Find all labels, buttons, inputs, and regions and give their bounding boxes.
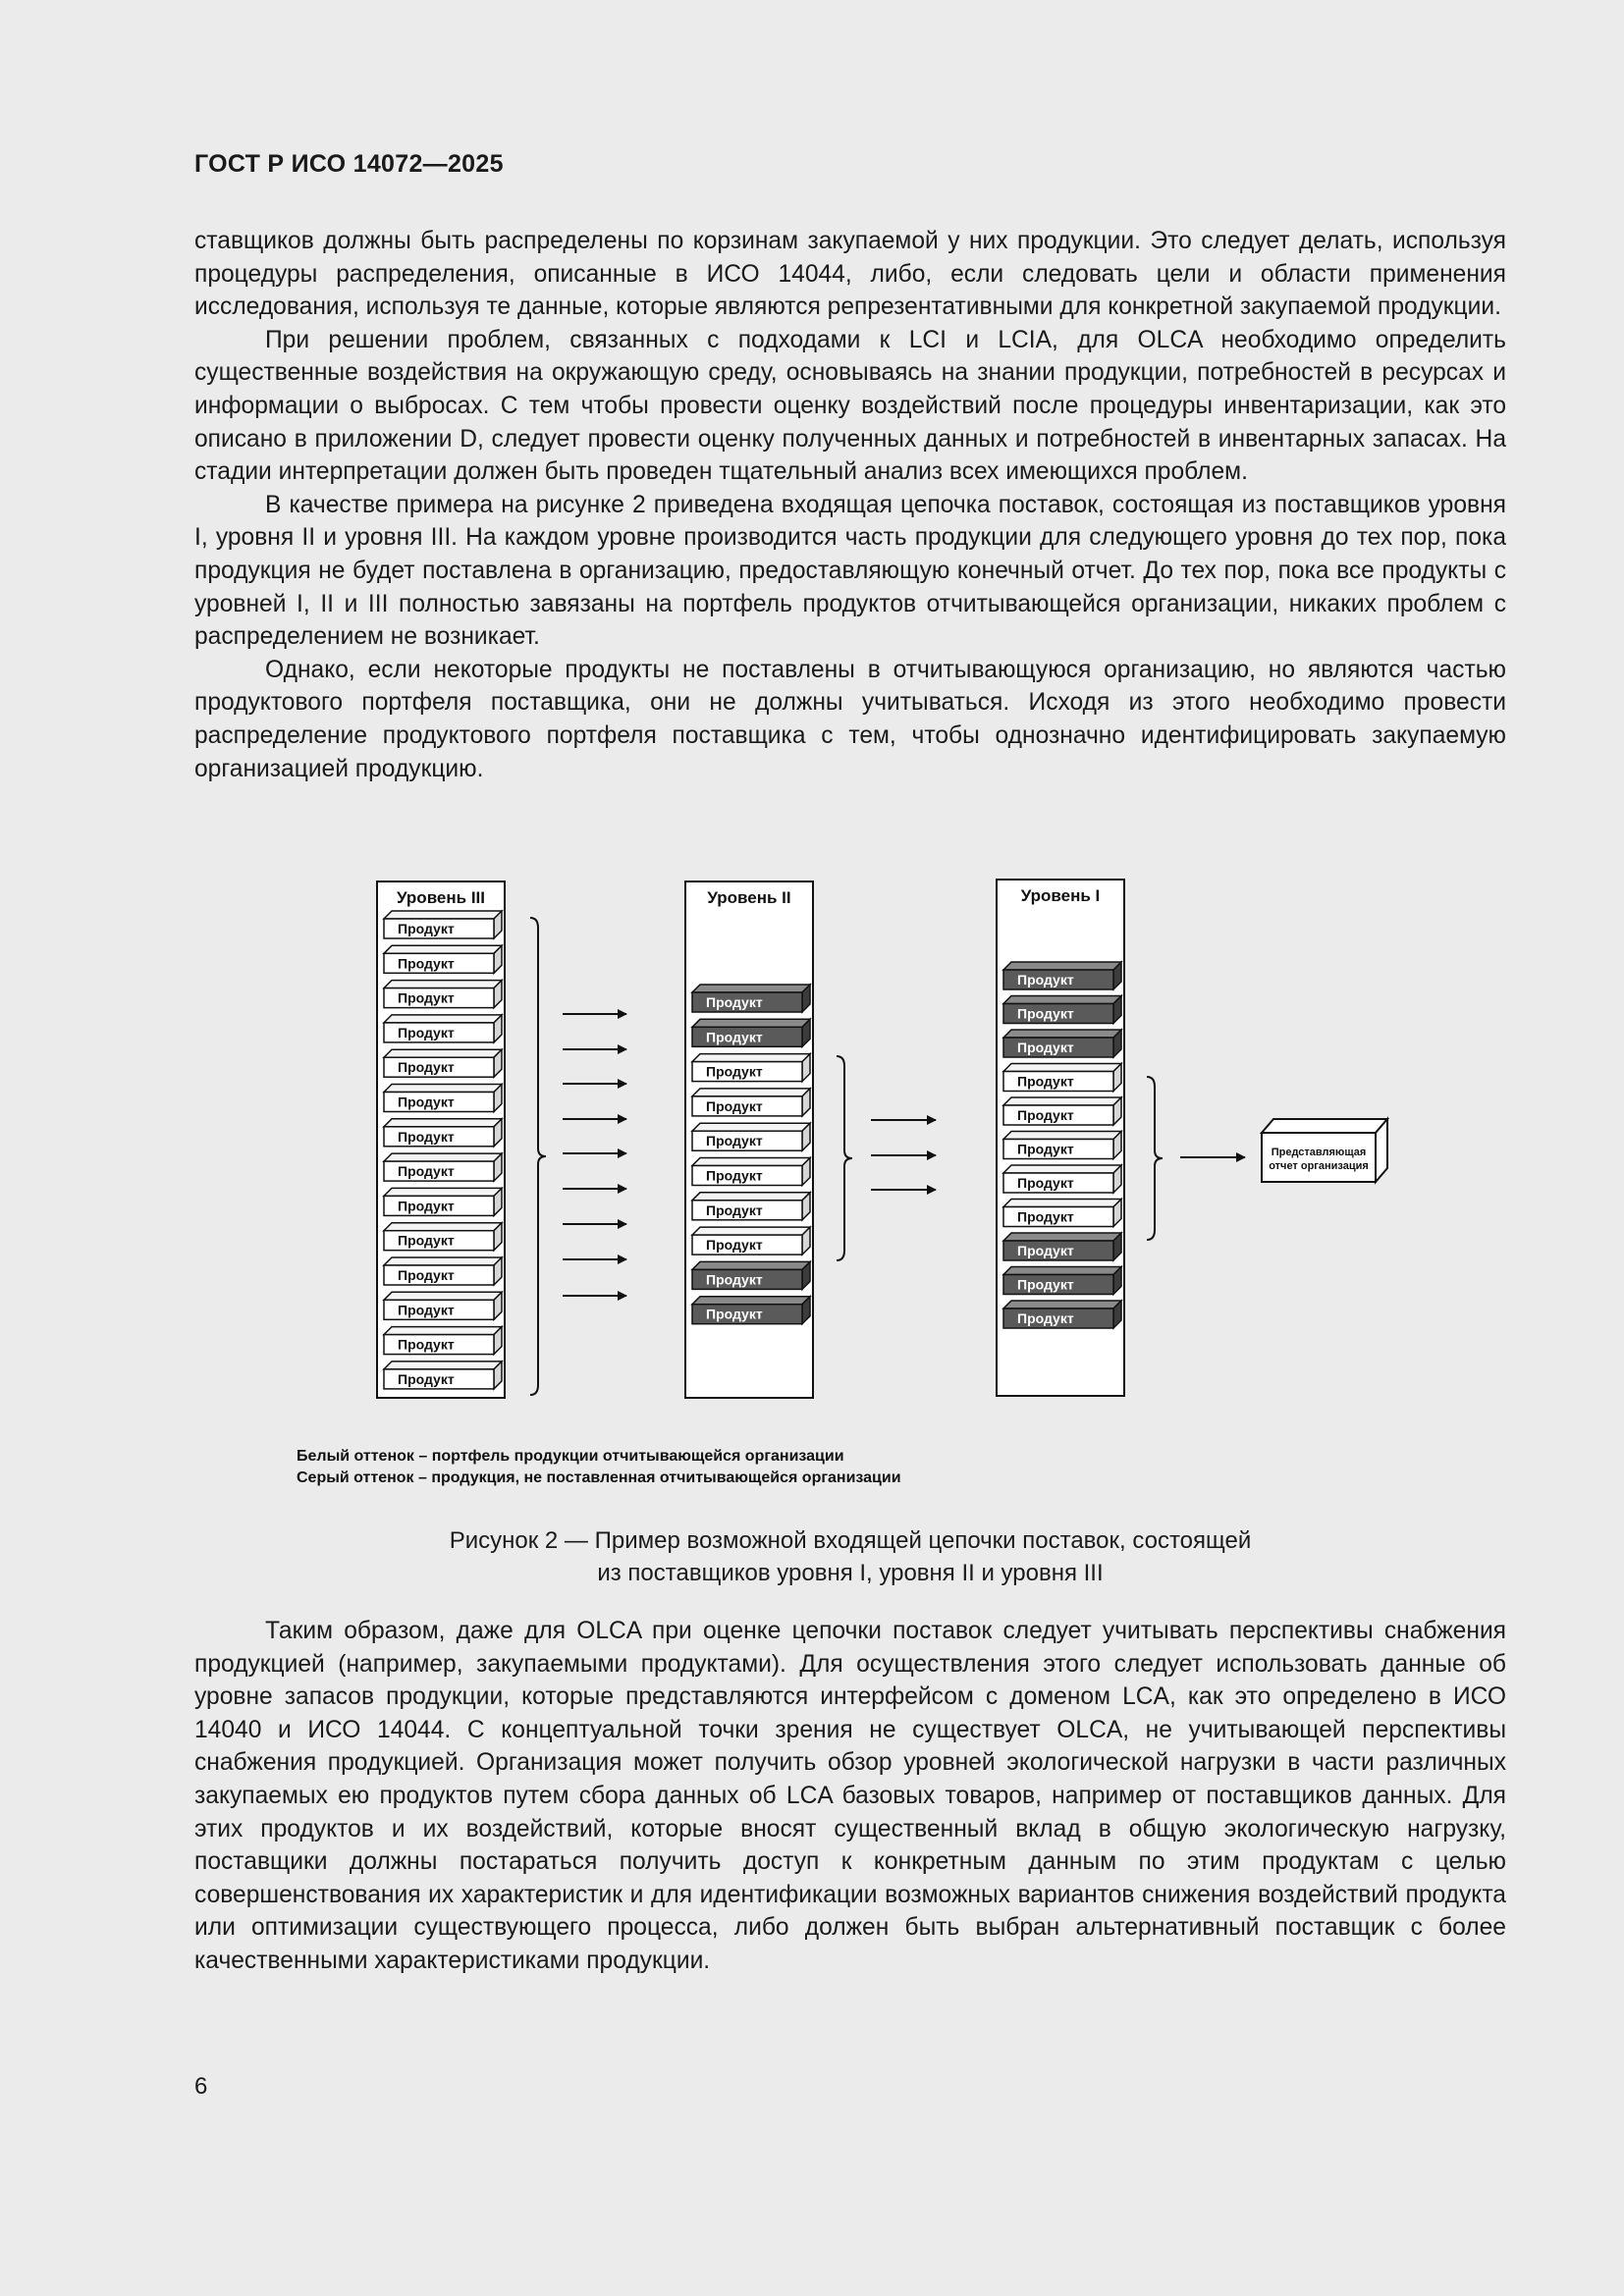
brace-level-2 bbox=[837, 1056, 852, 1260]
figure-caption-line: из поставщиков уровня I, уровня II и уровня III bbox=[597, 1560, 1104, 1586]
product-label: Продукт bbox=[398, 1232, 455, 1249]
product-label: Продукт bbox=[706, 1271, 763, 1288]
product-label: Продукт bbox=[706, 1306, 763, 1322]
product-box-gray bbox=[1003, 996, 1121, 1024]
level-2-title: Уровень II bbox=[707, 888, 791, 907]
product-box-white bbox=[384, 1327, 502, 1355]
brace-level-3 bbox=[530, 918, 546, 1395]
product-label: Продукт bbox=[398, 1267, 455, 1283]
product-box-white bbox=[384, 1362, 502, 1389]
body-text-top bbox=[194, 225, 1506, 785]
product-box-gray bbox=[692, 985, 810, 1012]
product-label: Продукт bbox=[398, 1302, 455, 1318]
page-number: 6 bbox=[194, 2073, 208, 2100]
product-box-gray bbox=[1003, 1301, 1121, 1328]
figure-caption-line: Рисунок 2 — Пример возможной входящей цепочки поставок, состоящей bbox=[449, 1527, 1252, 1554]
product-box-white bbox=[384, 1085, 502, 1112]
paragraph: В качестве примера на рисунке 2 приведена входящая цепочка поставок, состоящая из поставщиков уровня I, уровня II и уровня III. На каждом уровне производится часть продукции для следующего уровня до тех пор, пока продукция не будет поставлена в организацию, предоставляющую конечный отчет. До тех пор, пока все продукты с уровней I, II и III полностью завязаны на портфель продуктов отчитывающейся организации, никаких проблем с распределением не возникает. bbox=[194, 491, 1507, 651]
product-box-white bbox=[384, 1049, 502, 1077]
product-label: Продукт bbox=[398, 1059, 455, 1076]
org-box-top bbox=[1262, 1119, 1387, 1133]
product-box-gray bbox=[1003, 962, 1121, 989]
paragraph: Однако, если некоторые продукты не поставлены в отчитывающуюся организацию, но являются частью продуктового портфеля поставщика, они не должны учитываться. Исходя из этого необходимо провести распределение продуктового портфеля поставщика с тем, чтобы однозначно идентифицировать закупаемую организацией продукцию. bbox=[194, 656, 1506, 782]
product-label: Продукт bbox=[706, 1097, 763, 1114]
product-label: Продукт bbox=[1017, 1073, 1074, 1090]
product-box-gray bbox=[1003, 1233, 1121, 1260]
product-box-white bbox=[692, 1089, 810, 1116]
paragraph: ставщиков должны быть распределены по корзинам закупаемой у них продукции. Это следует делать, используя процедуры распределения, описанные в ИСО 14044, либо, если следовать цели и области применения исследования, используя те данные, которые являются репрезентативными для конкретной закупаемой продукции. bbox=[194, 228, 1506, 321]
level-3-title: Уровень III bbox=[397, 888, 485, 907]
product-box-gray bbox=[692, 1019, 810, 1046]
figure-caption bbox=[194, 1524, 1506, 1589]
product-label: Продукт bbox=[706, 1029, 763, 1045]
product-label: Продукт bbox=[398, 1128, 455, 1145]
product-label: Продукт bbox=[398, 1336, 455, 1353]
product-box-gray bbox=[692, 1261, 810, 1289]
product-label: Продукт bbox=[706, 1167, 763, 1184]
product-box-white bbox=[384, 1153, 502, 1181]
reporting-organization-label: отчет организация bbox=[1269, 1160, 1369, 1172]
product-box-gray bbox=[1003, 1267, 1121, 1295]
product-label: Продукт bbox=[706, 1133, 763, 1149]
document-header: ГОСТ Р ИСО 14072—2025 bbox=[194, 150, 504, 178]
product-box-white bbox=[1003, 1165, 1121, 1193]
product-label: Продукт bbox=[1017, 1141, 1074, 1157]
paragraph: При решении проблем, связанных с подходами к LCI и LCIA, для OLCA необходимо определить существенные воздействия на окружающую среду, основываясь на знании продукции, потребностей в ресурсах и информации о выбросах. С тем чтобы провести оценку воздействий после процедуры инвентаризации, как это описано в приложении D, следует провести оценку полученных данных и потребностей в инвентарных запасах. На стадии интерпретации должен быть проведен тщательный анализ всех имеющихся проблем. bbox=[194, 326, 1506, 486]
product-box-gray bbox=[1003, 1030, 1121, 1057]
product-label: Продукт bbox=[1017, 1243, 1074, 1258]
product-label: Продукт bbox=[706, 1237, 763, 1254]
product-label: Продукт bbox=[1017, 1005, 1074, 1022]
brace-level-1 bbox=[1147, 1077, 1163, 1240]
reporting-organization-label: Представляющая bbox=[1271, 1147, 1367, 1158]
product-box-white bbox=[1003, 1200, 1121, 1227]
product-box-white bbox=[692, 1158, 810, 1186]
product-box-white bbox=[1003, 1097, 1121, 1125]
product-label: Продукт bbox=[398, 921, 455, 936]
product-label: Продукт bbox=[706, 1201, 763, 1218]
product-label: Продукт bbox=[398, 1163, 455, 1180]
product-box-white bbox=[384, 1257, 502, 1285]
product-box-white bbox=[384, 1188, 502, 1215]
product-box-white bbox=[384, 1119, 502, 1147]
product-box-white bbox=[1003, 1064, 1121, 1092]
product-box-white bbox=[384, 945, 502, 973]
product-box-white bbox=[692, 1054, 810, 1082]
product-label: Продукт bbox=[1017, 1040, 1074, 1055]
product-box-white bbox=[692, 1193, 810, 1220]
product-label: Продукт bbox=[1017, 1276, 1074, 1293]
product-label: Продукт bbox=[1017, 1107, 1074, 1123]
product-label: Продукт bbox=[1017, 1175, 1074, 1191]
product-box-white bbox=[692, 1227, 810, 1255]
product-label: Продукт bbox=[398, 1198, 455, 1214]
product-label: Продукт bbox=[1017, 1208, 1074, 1225]
product-label: Продукт bbox=[706, 1063, 763, 1080]
product-box-white bbox=[384, 1292, 502, 1319]
product-label: Продукт bbox=[1017, 972, 1074, 988]
product-label: Продукт bbox=[398, 1370, 455, 1387]
product-box-white bbox=[692, 1123, 810, 1150]
product-box-white bbox=[384, 1223, 502, 1251]
product-box-white bbox=[384, 911, 502, 938]
product-label: Продукт bbox=[398, 1094, 455, 1110]
legend-gray: Серый оттенок – продукция, не поставленная отчитывающейся организации bbox=[297, 1469, 901, 1486]
product-label: Продукт bbox=[706, 994, 763, 1010]
level-1-title: Уровень I bbox=[1020, 886, 1101, 905]
product-label: Продукт bbox=[398, 989, 455, 1006]
legend-white: Белый оттенок – портфель продукции отчитывающейся организации bbox=[297, 1448, 844, 1465]
product-box-white bbox=[1003, 1132, 1121, 1159]
supply-chain-figure bbox=[297, 874, 1404, 1502]
paragraph: Таким образом, даже для OLCA при оценке цепочки поставок следует учитывать перспективы снабжения продукцией (например, закупаемыми продуктами). Для осуществления этого следует использовать данные об уровне запасов продукции, которые представляются интерфейсом с доменом LCA, как это определено в ИСО 14040 и ИСО 14044. С концептуальной точки зрения не существует OLCA, не учитывающей перспективы снабжения продукцией. Организация может получить обзор уровней экологической нагрузки в части различных закупаемых ею продуктов путем сбора данных об LCA базовых товаров, например от поставщиков данных. Для этих продуктов и их воздействий, которые вносят существенный вклад в общую экологическую нагрузку, поставщики должны постараться получить доступ к конкретным данным по этим продуктам с целью совершенствования их характеристик и для идентификации возможных вариантов снижения воздействий продукта или оптимизации существующего процесса, либо должен быть выбран альтернативный поставщик с более качественными характеристиками продукции. bbox=[194, 1618, 1506, 1974]
product-label: Продукт bbox=[1017, 1310, 1074, 1326]
body-text-bottom bbox=[194, 1615, 1506, 1978]
product-box-gray bbox=[692, 1297, 810, 1324]
product-label: Продукт bbox=[398, 955, 455, 972]
product-box-white bbox=[384, 981, 502, 1008]
product-label: Продукт bbox=[398, 1024, 455, 1041]
product-box-white bbox=[384, 1015, 502, 1042]
